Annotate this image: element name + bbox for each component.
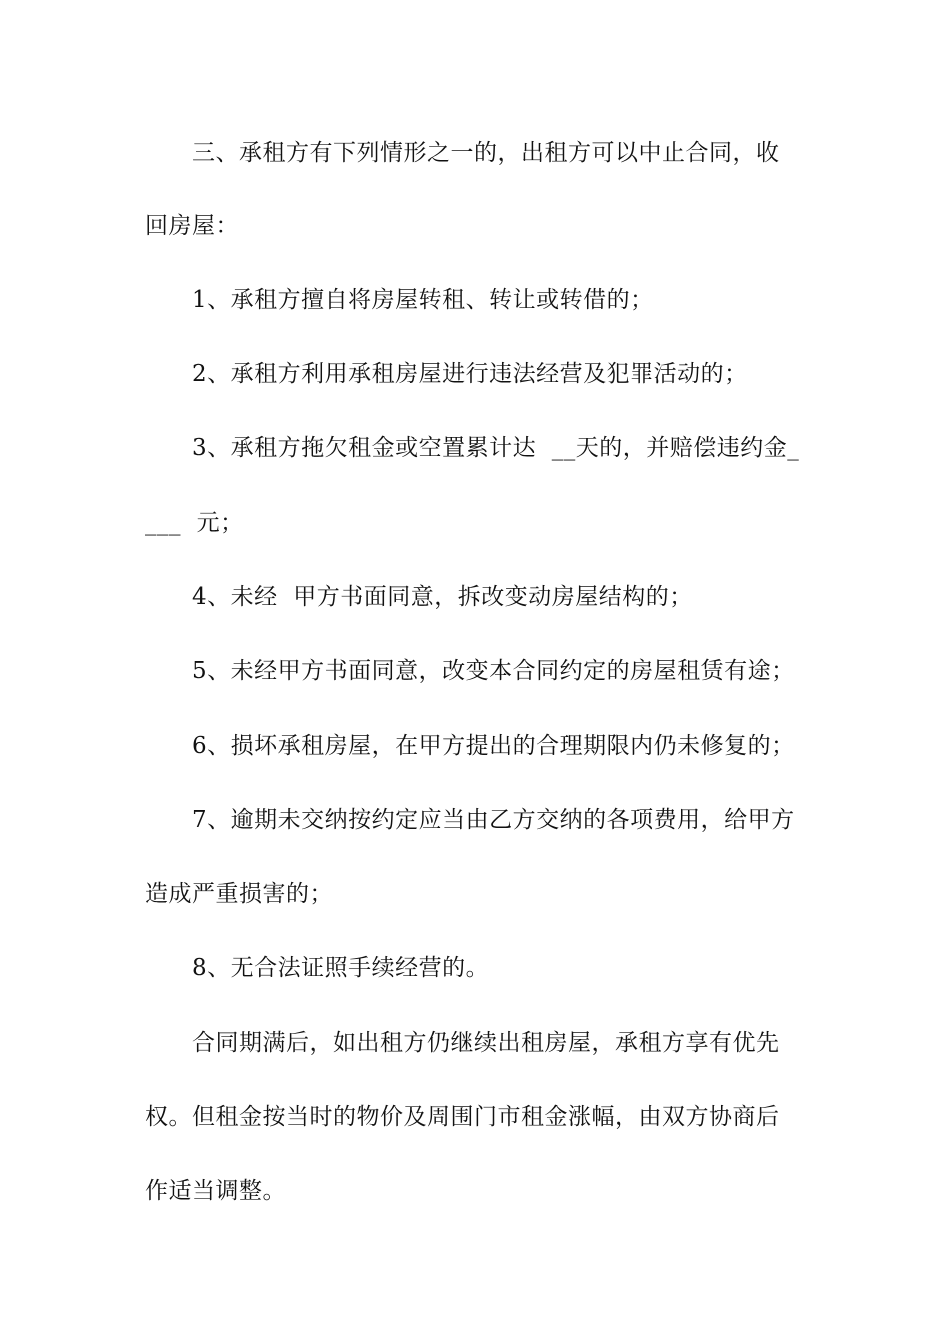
clause-3-heading-line-1: 三、承租方有下列情形之一的，出租方可以中止合同，收	[192, 140, 780, 166]
renewal-paragraph-line-1: 合同期满后，如出租方仍继续出租房屋，承租方享有优先	[192, 1030, 780, 1056]
item-7-line-1: 7、逾期未交纳按约定应当由乙方交纳的各项费用，给甲方	[192, 807, 795, 833]
item-7-line-2: 造成严重损害的；	[145, 881, 333, 907]
item-3-line-2: ___ 元；	[145, 510, 244, 536]
item-8: 8、无合法证照手续经营的。	[192, 955, 490, 981]
item-2: 2、承租方利用承租房屋进行违法经营及犯罪活动的；	[192, 361, 748, 387]
clause-3-heading-line-2: 回房屋：	[145, 213, 239, 239]
item-1: 1、承租方擅自将房屋转租、转让或转借的；	[192, 287, 654, 313]
item-4: 4、未经 甲方书面同意，拆改变动房屋结构的；	[192, 584, 693, 610]
renewal-paragraph-line-3: 作适当调整。	[145, 1178, 286, 1204]
item-3-line-1: 3、承租方拖欠租金或空置累计达 __天的，并赔偿违约金_	[192, 435, 800, 461]
item-6: 6、损坏承租房屋，在甲方提出的合理期限内仍未修复的；	[192, 733, 795, 759]
item-5: 5、未经甲方书面同意，改变本合同约定的房屋租赁有途；	[192, 658, 795, 684]
renewal-paragraph-line-2: 权。但租金按当时的物价及周围门市租金涨幅，由双方协商后	[145, 1104, 780, 1130]
